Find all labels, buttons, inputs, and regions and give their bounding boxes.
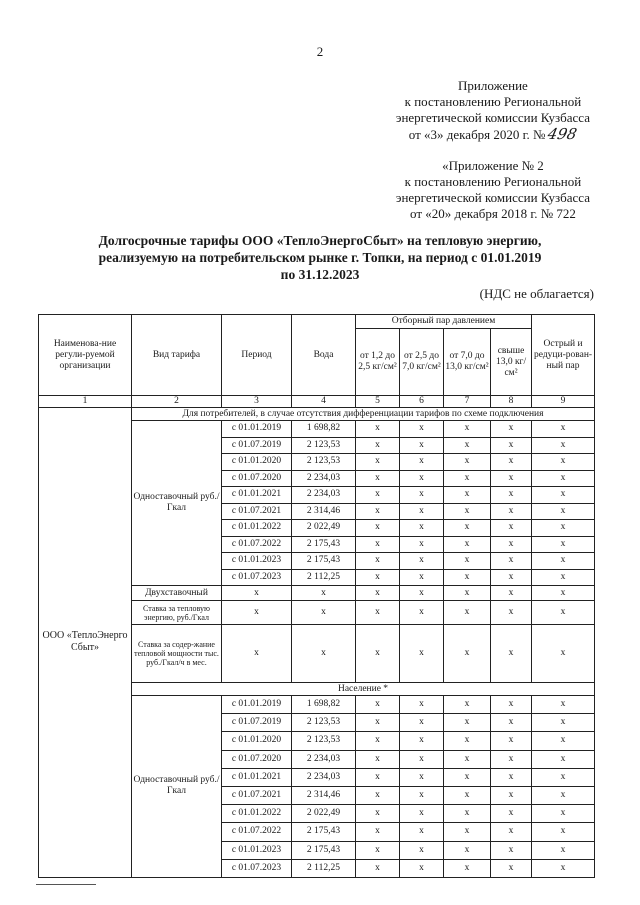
water-tariff-cell: 2 175,43 (292, 823, 356, 841)
tariff-cell: x (356, 768, 400, 786)
tariff-cell: x (491, 823, 532, 841)
tariff-cell: x (356, 503, 400, 520)
period-cell: с 01.01.2021 (222, 768, 292, 786)
water-tariff-cell: 2 234,03 (292, 768, 356, 786)
water-tariff-cell: 1 698,82 (292, 421, 356, 438)
appendix-1-line-3: энергетической комиссии Кузбасса (395, 110, 590, 125)
tariff-cell: x (532, 786, 595, 804)
tariff-cell: x (400, 454, 444, 471)
period-cell: с 01.07.2021 (222, 503, 292, 520)
tariff-cell: x (356, 586, 400, 601)
tariff-cell: x (444, 750, 491, 768)
water-tariff-cell: 2 123,53 (292, 454, 356, 471)
tariff-cell: x (400, 601, 444, 625)
tariff-cell: x (491, 421, 532, 438)
period-cell: с 01.01.2023 (222, 553, 292, 570)
document-title (60, 232, 580, 283)
period-cell: с 01.07.2022 (222, 823, 292, 841)
appendix-block-original (396, 158, 590, 222)
period-cell: с 01.07.2019 (222, 714, 292, 732)
water-tariff-cell: 2 314,46 (292, 503, 356, 520)
tariff-cell: x (400, 859, 444, 877)
tariff-cell: x (491, 841, 532, 859)
handwritten-document-number: 498 (546, 125, 579, 143)
water-tariff-cell: 2 175,43 (292, 553, 356, 570)
appendix-2-line-4: от «20» декабря 2018 г. № 722 (409, 206, 576, 221)
water-tariff-cell: 2 022,49 (292, 805, 356, 823)
tariff-cell: x (532, 823, 595, 841)
tariff-cell: x (444, 470, 491, 487)
tariff-cell: x (532, 714, 595, 732)
tariff-cell: x (491, 586, 532, 601)
tariff-cell: x (444, 586, 491, 601)
tariff-cell: x (532, 696, 595, 714)
appendix-block-current (396, 78, 590, 143)
tariff-cell: x (491, 696, 532, 714)
tariff-cell: x (356, 841, 400, 859)
header-steam-1: от 1,2 до 2,5 кг/см² (356, 329, 400, 396)
energy-rate-label: Ставка за тепловую энергию, руб./Гкал (132, 601, 222, 625)
tariff-cell: x (491, 553, 532, 570)
section-2-title: Население * (132, 683, 595, 696)
appendix-1-line-2: к постановлению Региональной (404, 94, 582, 109)
tariff-cell: x (400, 487, 444, 504)
section-1-title: Для потребителей, в случае отсутствия дифференциации тарифов по схеме подключения (132, 408, 595, 421)
column-number: 8 (491, 396, 532, 408)
appendix-2-line-2: к постановлению Региональной (404, 174, 582, 189)
tariff-cell: x (444, 454, 491, 471)
tariff-cell: x (400, 421, 444, 438)
period-cell: с 01.01.2020 (222, 454, 292, 471)
tariff-cell: x (400, 586, 444, 601)
tariff-cell: x (491, 732, 532, 750)
tariff-cell: x (356, 553, 400, 570)
tariff-cell: x (356, 520, 400, 537)
tariff-cell: x (356, 805, 400, 823)
period-cell: с 01.01.2019 (222, 696, 292, 714)
tariff-cell: x (532, 841, 595, 859)
tariff-cell: x (491, 454, 532, 471)
tariff-cell: x (491, 805, 532, 823)
tariff-cell: x (356, 487, 400, 504)
column-number: 5 (356, 396, 400, 408)
period-cell: с 01.01.2021 (222, 487, 292, 504)
tariff-cell: x (491, 768, 532, 786)
tariff-cell: x (532, 750, 595, 768)
period-cell: с 01.07.2021 (222, 786, 292, 804)
appendix-1-line-1: Приложение (458, 78, 528, 93)
tariff-cell: x (356, 454, 400, 471)
tariff-cell: x (491, 625, 532, 683)
section-1-single-rate-label: Одноставочный руб./Гкал (132, 421, 222, 586)
column-number: 1 (39, 396, 132, 408)
water-tariff-cell: 2 234,03 (292, 487, 356, 504)
tariff-cell: x (491, 859, 532, 877)
tariff-cell: x (400, 536, 444, 553)
period-cell: с 01.01.2022 (222, 805, 292, 823)
tariff-cell: x (491, 786, 532, 804)
organization-name: ООО «ТеплоЭнерго Сбыт» (39, 408, 132, 878)
tariff-cell: x (444, 841, 491, 859)
tariff-cell: x (532, 487, 595, 504)
tariff-cell: x (356, 786, 400, 804)
tariff-cell: x (356, 569, 400, 586)
tariff-cell: x (222, 601, 292, 625)
water-tariff-cell: 2 175,43 (292, 536, 356, 553)
footnote-divider (36, 884, 96, 885)
tariff-cell: x (400, 437, 444, 454)
tariff-cell: x (222, 586, 292, 601)
title-line-2: реализуемую на потребительском рынке г. Топки, на период с 01.01.2019 (98, 250, 542, 265)
period-cell: с 01.07.2023 (222, 569, 292, 586)
tariff-cell: x (400, 625, 444, 683)
tariff-cell: x (444, 786, 491, 804)
tariff-cell: x (532, 586, 595, 601)
water-tariff-cell: 2 234,03 (292, 750, 356, 768)
tariff-cell: x (400, 696, 444, 714)
tariff-cell: x (532, 503, 595, 520)
tariff-cell: x (491, 569, 532, 586)
title-line-1: Долгосрочные тарифы ООО «ТеплоЭнергоСбыт» на тепловую энергию, (98, 233, 542, 248)
period-cell: с 01.01.2022 (222, 520, 292, 537)
tariff-cell: x (356, 696, 400, 714)
column-number: 9 (532, 396, 595, 408)
header-steam-3: от 7,0 до 13,0 кг/см² (444, 329, 491, 396)
tariff-cell: x (532, 625, 595, 683)
tariff-cell: x (400, 768, 444, 786)
period-cell: с 01.07.2019 (222, 437, 292, 454)
tariff-cell: x (356, 536, 400, 553)
tariff-cell: x (356, 750, 400, 768)
tariff-cell: x (444, 823, 491, 841)
tariff-cell: x (400, 503, 444, 520)
tariff-cell: x (356, 437, 400, 454)
tariff-cell: x (491, 750, 532, 768)
tariff-cell: x (532, 470, 595, 487)
water-tariff-cell: 2 123,53 (292, 437, 356, 454)
period-cell: с 01.07.2022 (222, 536, 292, 553)
tariff-cell: x (444, 625, 491, 683)
column-number: 6 (400, 396, 444, 408)
tariff-cell: x (444, 768, 491, 786)
tariff-cell: x (532, 805, 595, 823)
header-water: Вода (292, 315, 356, 396)
tariff-cell: x (356, 732, 400, 750)
header-steam-group: Отборный пар давлением (356, 315, 532, 329)
tariff-cell: x (444, 536, 491, 553)
tariff-cell: x (491, 487, 532, 504)
tariff-cell: x (444, 805, 491, 823)
tariff-cell: x (356, 714, 400, 732)
header-steam-2: от 2,5 до 7,0 кг/см² (400, 329, 444, 396)
page-number: 2 (316, 44, 324, 59)
water-tariff-cell: 1 698,82 (292, 696, 356, 714)
period-cell: с 01.01.2020 (222, 732, 292, 750)
tariff-cell: x (444, 437, 491, 454)
tariff-cell: x (532, 768, 595, 786)
water-tariff-cell: 2 314,46 (292, 786, 356, 804)
tariff-cell: x (356, 470, 400, 487)
period-cell: с 01.07.2020 (222, 750, 292, 768)
two-rate-label: Двухставочный (132, 586, 222, 601)
tariff-cell: x (444, 732, 491, 750)
tariff-cell: x (444, 696, 491, 714)
water-tariff-cell: 2 112,25 (292, 859, 356, 877)
header-steam-4: свыше 13,0 кг/см² (491, 329, 532, 396)
tariff-cell: x (356, 601, 400, 625)
appendix-1-date: от «3» декабря 2020 г. № (408, 127, 546, 142)
water-tariff-cell: 2 175,43 (292, 841, 356, 859)
tariff-cell: x (491, 714, 532, 732)
tariff-cell: x (444, 487, 491, 504)
tariff-cell: x (444, 601, 491, 625)
tariff-cell: x (444, 569, 491, 586)
tariff-cell: x (491, 601, 532, 625)
tariff-cell: x (491, 470, 532, 487)
water-tariff-cell: 2 022,49 (292, 520, 356, 537)
period-cell: с 01.07.2023 (222, 859, 292, 877)
water-tariff-cell: 2 112,25 (292, 569, 356, 586)
header-sharp-steam: Острый и редуци-рован-ный пар (532, 315, 595, 396)
appendix-1-line-4 (396, 126, 590, 143)
tariff-cell: x (532, 553, 595, 570)
tariff-cell: x (356, 421, 400, 438)
tariff-cell: x (400, 520, 444, 537)
tariff-table (38, 314, 595, 878)
title-line-3: по 31.12.2023 (280, 267, 360, 282)
column-number: 7 (444, 396, 491, 408)
water-tariff-cell: 2 123,53 (292, 732, 356, 750)
tariff-cell: x (292, 601, 356, 625)
period-cell: с 01.01.2019 (222, 421, 292, 438)
water-tariff-cell: 2 234,03 (292, 470, 356, 487)
tariff-cell: x (400, 750, 444, 768)
tariff-cell: x (400, 823, 444, 841)
tariff-cell: x (400, 786, 444, 804)
tariff-cell: x (444, 503, 491, 520)
header-tariff-type: Вид тарифа (132, 315, 222, 396)
tariff-cell: x (400, 805, 444, 823)
tariff-cell: x (491, 503, 532, 520)
tariff-cell: x (444, 553, 491, 570)
tariff-cell: x (532, 859, 595, 877)
tariff-cell: x (491, 536, 532, 553)
tariff-cell: x (400, 732, 444, 750)
tariff-cell: x (532, 732, 595, 750)
tariff-cell: x (400, 841, 444, 859)
section-2-single-rate-label: Одноставочный руб./Гкал (132, 696, 222, 878)
header-period: Период (222, 315, 292, 396)
column-number: 3 (222, 396, 292, 408)
water-tariff-cell: 2 123,53 (292, 714, 356, 732)
tariff-cell: x (532, 520, 595, 537)
header-organization: Наименова-ние регули-руемой организации (39, 315, 132, 396)
period-cell: с 01.01.2023 (222, 841, 292, 859)
tariff-cell: x (444, 421, 491, 438)
tariff-cell: x (292, 586, 356, 601)
tariff-cell: x (292, 625, 356, 683)
appendix-2-line-1: «Приложение № 2 (442, 158, 544, 173)
tariff-cell: x (491, 520, 532, 537)
tariff-cell: x (532, 569, 595, 586)
tariff-cell: x (356, 859, 400, 877)
appendix-2-line-3: энергетической комиссии Кузбасса (395, 190, 590, 205)
tariff-cell: x (400, 569, 444, 586)
tariff-cell: x (532, 421, 595, 438)
tariff-cell: x (491, 437, 532, 454)
tariff-cell: x (400, 714, 444, 732)
tariff-cell: x (356, 823, 400, 841)
column-number: 2 (132, 396, 222, 408)
vat-note: (НДС не облагается) (479, 286, 594, 301)
tariff-cell: x (532, 437, 595, 454)
tariff-cell: x (532, 536, 595, 553)
tariff-cell: x (444, 520, 491, 537)
tariff-cell: x (222, 625, 292, 683)
tariff-cell: x (356, 625, 400, 683)
tariff-cell: x (444, 714, 491, 732)
tariff-cell: x (444, 859, 491, 877)
tariff-cell: x (532, 601, 595, 625)
period-cell: с 01.07.2020 (222, 470, 292, 487)
tariff-cell: x (400, 553, 444, 570)
column-number: 4 (292, 396, 356, 408)
tariff-cell: x (400, 470, 444, 487)
capacity-rate-label: Ставка за содер-жание тепловой мощности тыс. руб./Гкал/ч в мес. (132, 625, 222, 683)
tariff-cell: x (532, 454, 595, 471)
